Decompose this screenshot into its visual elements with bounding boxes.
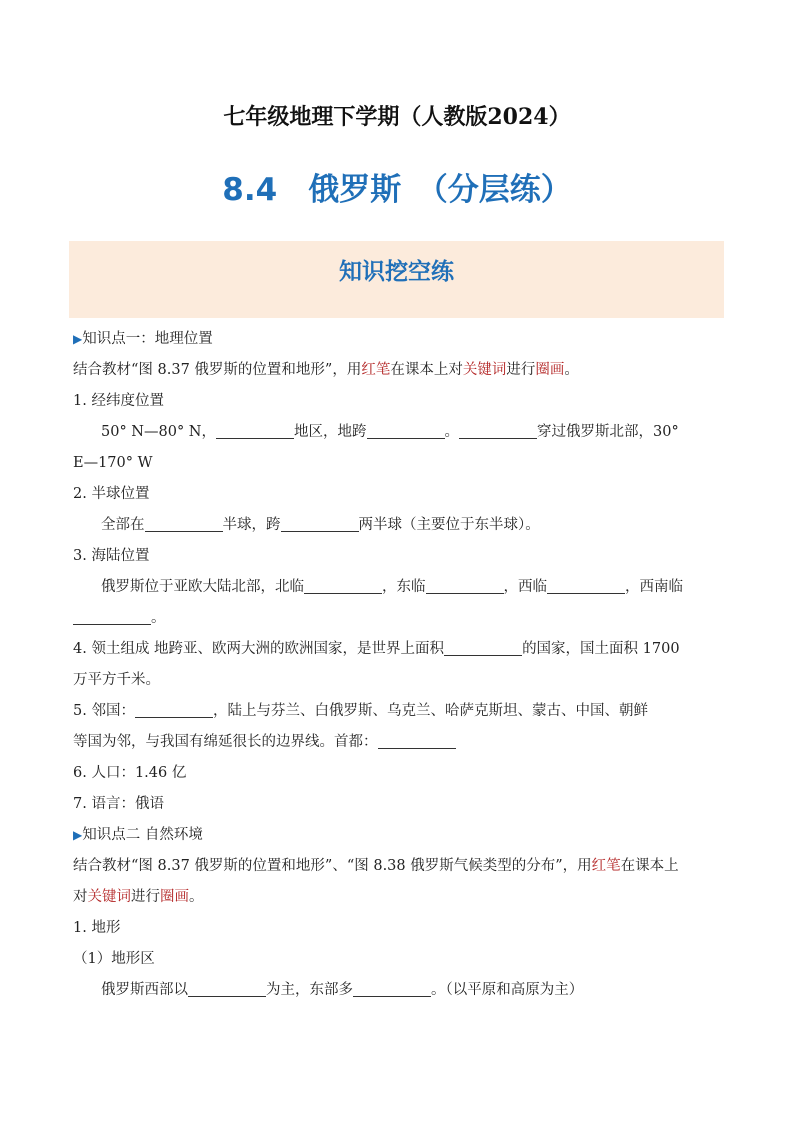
fill-blank[interactable] [378,732,456,749]
section2-intro-cont: 对关键词进行圈画。 [73,889,204,905]
s2-item1-title: 1. 地形 [73,920,121,936]
triangle-bullet-icon: ▶ [73,828,83,842]
item2-text: 全部在 半球，跨 两半球（主要位于东半球）。 [101,517,540,533]
fill-blank[interactable] [135,701,213,718]
item4-text: 4. 领土组成 地跨亚、欧两大洲的欧洲国家，是世界上面积 的国家，国土面积 1700 [73,641,680,657]
item6-text: 6. 人口：1.46 亿 [73,765,187,781]
item3-text-cont: 。 [73,603,725,634]
fill-blank[interactable] [216,422,294,439]
item3-title: 3. 海陆位置 [73,548,150,564]
fill-blank[interactable] [426,577,504,594]
worksheet-content [73,324,725,1006]
fill-blank[interactable] [353,980,431,997]
banner-label: 知识挖空练 [339,259,454,285]
section2-heading: ▶知识点二 自然环境 [73,827,203,843]
fill-blank[interactable] [188,980,266,997]
item1-text-cont: E—170° W [73,455,153,471]
section2-intro: 结合教材“图 8.37 俄罗斯的位置和地形”、“图 8.38 俄罗斯气候类型的分布”，用红笔在课本上 [73,858,679,874]
fill-blank[interactable] [547,577,625,594]
fill-blank[interactable] [281,515,359,532]
lesson-title: 8.4 俄罗斯 （分层练） [222,172,572,208]
item1-text: 50° N—80° N， 地区，地跨 。 穿过俄罗斯北部，30° [101,424,679,440]
fill-blank[interactable] [367,422,445,439]
fill-blank[interactable] [304,577,382,594]
item4-text-cont: 万平方千米。 [73,672,160,688]
triangle-bullet-icon: ▶ [73,332,83,346]
section-banner [69,241,724,318]
section1-heading: ▶知识点一：地理位置 [73,331,213,347]
item7-text: 7. 语言：俄语 [73,796,164,812]
section1-intro: 结合教材“图 8.37 俄罗斯的位置和地形”，用红笔在课本上对关键词进行圈画。 [73,362,579,378]
item2-title: 2. 半球位置 [73,486,150,502]
page-title: 七年级地理下学期（人教版2024） [223,104,571,130]
item5-text: 5. 邻国： ，陆上与芬兰、白俄罗斯、乌克兰、哈萨克斯坦、蒙古、中国、朝鲜 [73,703,648,719]
s2-sub1-text: 俄罗斯西部以 为主，东部多 。（以平原和高原为主） [101,982,584,998]
item5-text-cont: 等国为邻，与我国有绵延很长的边界线。首都： [73,727,725,758]
item3-text: 俄罗斯位于亚欧大陆北部，北临 ，东临 ，西临 ，西南临 [101,579,683,595]
fill-blank[interactable] [73,608,151,625]
fill-blank[interactable] [459,422,537,439]
s2-sub1-title: （1）地形区 [73,951,155,967]
fill-blank[interactable] [145,515,223,532]
item1-title: 1. 经纬度位置 [73,393,164,409]
fill-blank[interactable] [444,639,522,656]
